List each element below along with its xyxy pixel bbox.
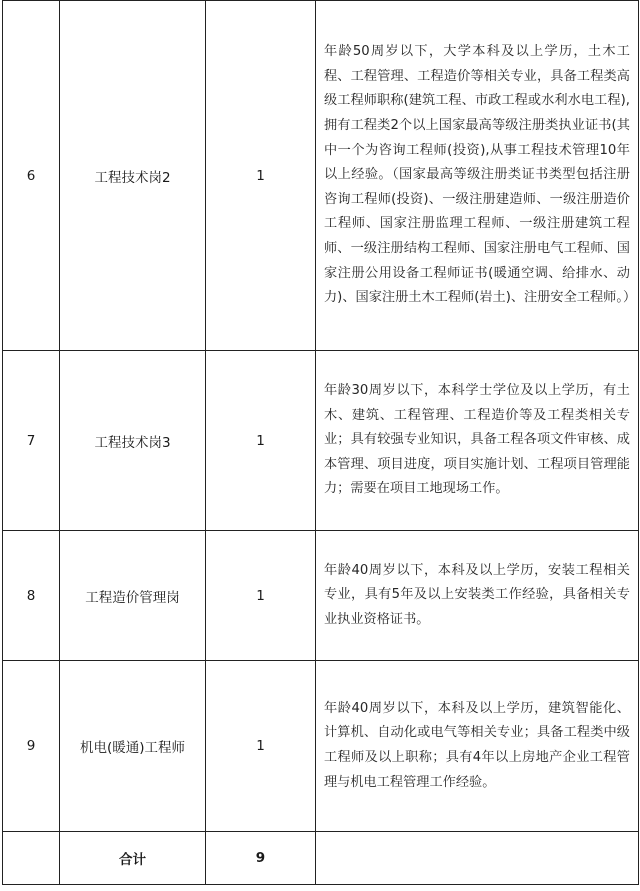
recruitment-table <box>2 0 639 885</box>
headcount: 1 <box>206 351 316 531</box>
table-row <box>3 351 639 531</box>
total-count: 9 <box>206 832 316 885</box>
table-row <box>3 661 639 832</box>
total-label: 合计 <box>60 832 206 885</box>
table-row <box>3 531 639 661</box>
row-number: 7 <box>3 351 60 531</box>
position-name: 工程技术岗3 <box>60 351 206 531</box>
headcount: 1 <box>206 661 316 832</box>
position-name: 工程技术岗2 <box>60 1 206 351</box>
requirement-text: 年龄50周岁以下，大学本科及以上学历，土木工程、工程管理、工程造价等相关专业，具备工程类高级工程师职称(建筑工程、市政工程或水利水电工程),拥有工程类2个以上国家最高等级注册类执业证书(其中一个为咨询工程师(投资),从事工程技术管理10年以上经验。（国家最高等级注册类证书类型包括注册咨询工程师(投资)、一级注册建造师、一级注册造价工程师、国家注册监理工程师、一级注册建筑工程师、一级注册结构工程师、国家注册电气工程师、国家注册公用设备工程师证书(暖通空调、给排水、动力)、国家注册土木工程师(岩土)、注册安全工程师。） <box>316 1 639 351</box>
table-row <box>3 1 639 351</box>
row-number: 6 <box>3 1 60 351</box>
position-name: 机电(暖通)工程师 <box>60 661 206 832</box>
requirement-text: 年龄40周岁以下，本科及以上学历，安装工程相关专业，具有5年及以上安装类工作经验，具备相关专业执业资格证书。 <box>316 531 639 661</box>
row-number: 9 <box>3 661 60 832</box>
position-name: 工程造价管理岗 <box>60 531 206 661</box>
empty-cell <box>3 832 60 885</box>
requirement-text: 年龄40周岁以下，本科及以上学历，建筑智能化、计算机、自动化或电气等相关专业；具备工程类中级工程师及以上职称；具有4年以上房地产企业工程管理与机电工程管理工作经验。 <box>316 661 639 832</box>
requirement-text: 年龄30周岁以下，本科学士学位及以上学历，有土木、建筑、工程管理、工程造价等及工程类相关专业；具有较强专业知识，具备工程各项文件审核、成本管理、项目进度，项目实施计划、工程项目管理能力；需要在项目工地现场工作。 <box>316 351 639 531</box>
headcount: 1 <box>206 531 316 661</box>
total-row <box>3 832 639 885</box>
row-number: 8 <box>3 531 60 661</box>
headcount: 1 <box>206 1 316 351</box>
empty-cell <box>316 832 639 885</box>
